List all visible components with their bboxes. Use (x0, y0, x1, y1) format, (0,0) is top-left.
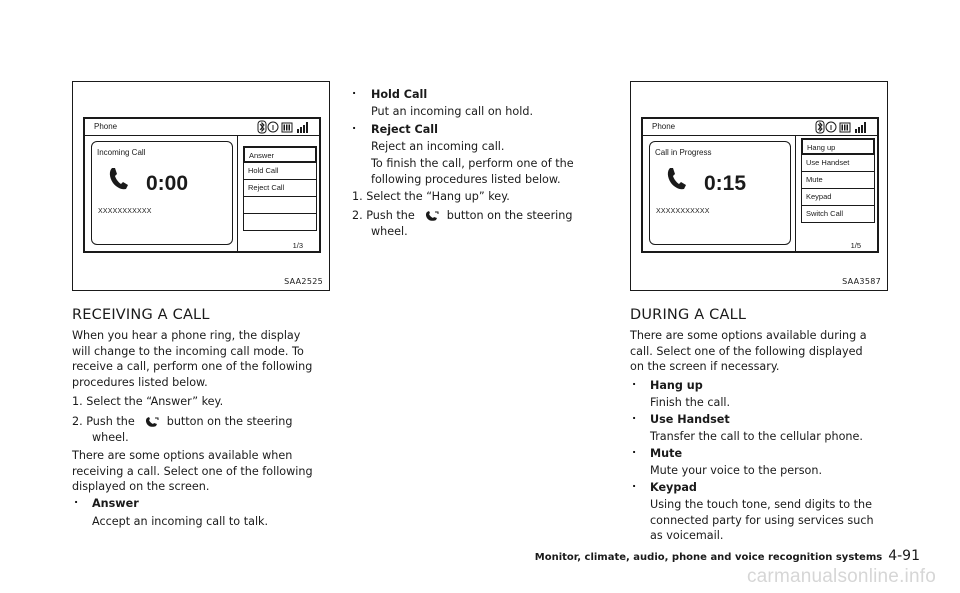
during-intro: There are some options available during a call. Select one of the following displayed on the screen if necessary. (630, 329, 867, 374)
call-info-panel (91, 141, 233, 245)
receiving-step-2: 2. Push the button on the steering (72, 415, 293, 428)
reject-call-button[interactable]: Reject Call (243, 180, 317, 197)
title-divider (643, 135, 877, 136)
panel-divider (237, 135, 238, 251)
option-desc-hang-up: Finish the call. (650, 396, 731, 409)
keypad-button[interactable]: Keypad (801, 189, 875, 206)
finish-step-2: 2. Push the button on the steering (352, 209, 573, 222)
phone-screen (83, 117, 321, 253)
mute-button[interactable]: Mute (801, 172, 875, 189)
phone-steering-button-icon (145, 417, 159, 428)
bluetooth-icon (816, 121, 824, 133)
option-desc-keypad: Using the touch tone, send digits to the connected party for using services such as voicemail. (650, 498, 874, 543)
call-options-menu (243, 146, 317, 231)
page-indicator: 1/5 (850, 241, 861, 250)
empty-menu-slot (243, 214, 317, 231)
receiving-step-1: 1. Select the “Answer” key. (72, 395, 224, 408)
bullet-marker: . (74, 493, 79, 506)
option-desc-reject: Reject an incoming call. (371, 140, 505, 153)
section-heading-during: DURING A CALL (630, 307, 747, 323)
option-title-answer: Answer (92, 497, 139, 510)
footer-section-title: Monitor, climate, audio, phone and voice recognition systems (534, 552, 883, 563)
bullet-marker: . (632, 409, 637, 422)
figure-caption: SAA3587 (842, 277, 881, 286)
option-title-hang-up: Hang up (650, 379, 703, 392)
screen-title: Phone (652, 122, 676, 131)
section-heading-receiving: RECEIVING A CALL (72, 307, 210, 323)
phone-handset-icon (666, 166, 688, 192)
option-title-mute: Mute (650, 447, 683, 460)
bullet-marker: . (632, 477, 637, 490)
option-title-reject: Reject Call (371, 123, 438, 136)
option-title-use-handset: Use Handset (650, 413, 730, 426)
hold-call-button[interactable]: Hold Call (243, 163, 317, 180)
page-footer (535, 548, 920, 564)
signal-icon (297, 122, 308, 133)
title-divider (85, 135, 319, 136)
switch-call-button[interactable]: Switch Call (801, 206, 875, 223)
figure-call-in-progress (630, 81, 888, 291)
option-desc-hold: Put an incoming call on hold. (371, 105, 534, 118)
receiving-step-2-cont: wheel. (92, 431, 129, 444)
finish-step-2-cont: wheel. (371, 225, 408, 238)
signal-icon (855, 122, 866, 133)
phone-steering-button-icon (425, 211, 439, 222)
hang-up-button[interactable]: Hang up (801, 138, 875, 155)
option-desc-mute: Mute your voice to the person. (650, 464, 823, 477)
phone-screen (641, 117, 879, 253)
option-title-keypad: Keypad (650, 481, 697, 494)
status-icons (815, 120, 869, 134)
figure-caption: SAA2525 (284, 277, 323, 286)
info-icon (826, 122, 836, 132)
info-icon (268, 122, 278, 132)
battery-icon (840, 123, 850, 132)
receiving-options-intro: There are some options available when receiving a call. Select one of the following displayed on the screen. (72, 449, 313, 494)
answer-button[interactable]: Answer (243, 146, 317, 163)
call-options-menu (801, 138, 875, 223)
battery-icon (282, 123, 292, 132)
call-info-panel (649, 141, 791, 245)
finish-call-text: To finish the call, perform one of the following procedures listed below. (371, 157, 574, 186)
call-timer: 0:15 (704, 172, 747, 195)
screen-title: Phone (94, 122, 118, 131)
bluetooth-icon (258, 121, 266, 133)
bullet-marker: . (632, 375, 637, 388)
page-indicator: 1/3 (292, 241, 303, 250)
option-desc-use-handset: Transfer the call to the cellular phone. (650, 430, 863, 443)
page-number: 4-91 (888, 548, 920, 564)
bullet-marker: . (352, 119, 357, 132)
phone-handset-icon (108, 166, 130, 192)
call-state-label: Call in Progress (655, 148, 712, 157)
watermark: carmanualsonline.info (746, 566, 936, 587)
panel-divider (795, 135, 796, 251)
bullet-marker: . (352, 84, 357, 97)
option-desc-answer: Accept an incoming call to talk. (92, 515, 269, 528)
status-icons (257, 120, 311, 134)
call-timer: 0:00 (146, 172, 189, 195)
use-handset-button[interactable]: Use Handset (801, 155, 875, 172)
option-title-hold: Hold Call (371, 88, 428, 101)
call-state-label: Incoming Call (97, 148, 146, 157)
bullet-marker: . (632, 443, 637, 456)
finish-step-1: 1. Select the “Hang up” key. (352, 190, 510, 203)
empty-menu-slot (243, 197, 317, 214)
caller-number: XXXXXXXXXXX (98, 208, 152, 215)
caller-number: XXXXXXXXXXX (656, 208, 710, 215)
receiving-intro: When you hear a phone ring, the display will change to the incoming call mode. To receive a call, perform one of the following procedures listed below. (72, 329, 313, 389)
figure-incoming-call (72, 81, 330, 291)
